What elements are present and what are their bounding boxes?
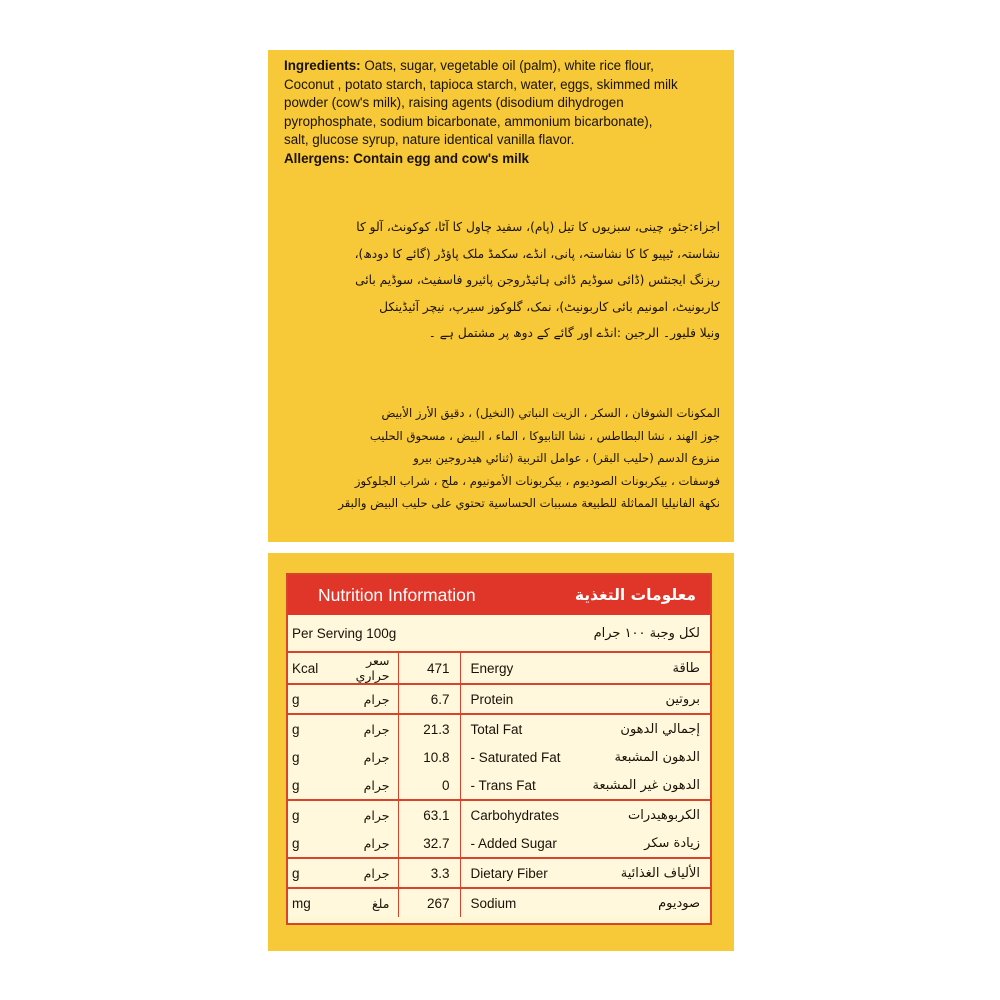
allergens-en: Allergens: Contain egg and cow's milk — [284, 150, 530, 166]
table-row-energy — [288, 653, 710, 684]
ingredients-line-5: salt, glucose syrup, nature identical vanilla flavor. — [284, 132, 575, 147]
table-row-added-sugar — [288, 829, 710, 858]
urdu-line-3: ریزنگ ایجنٹس (ڈائی سوڈیم ڈائی ہائیڈروجن پائیرو فاسفیٹ، سوڈیم بائی — [355, 273, 720, 287]
unit-ar-cell: جرام — [332, 771, 398, 800]
urdu-line-1: اجزاء:جئو، چینی، سبزیوں کا تیل (پام)، سفید چاول کا آٹا، کوکونٹ، آلو کا — [356, 220, 720, 234]
urdu-line-4: کاربونیٹ، امونیم بائی کاربونیٹ)، نمک، گلوکوز سیرپ، نیچر آئیڈینکل — [379, 299, 720, 314]
arabic-line-4: فوسفات ، بيكربونات الصوديوم ، بيكربونات الأمونيوم ، ملح ، شراب الجلوكوز — [354, 473, 720, 488]
nutrition-header — [288, 575, 710, 615]
nutrition-title-ar: معلومات التغذية — [574, 586, 696, 604]
unit-ar-cell: جرام — [332, 743, 398, 771]
unit-cell: g — [288, 684, 332, 714]
nutrition-title-en: Nutrition Information — [318, 584, 476, 605]
table-row-saturated-fat — [288, 743, 710, 771]
nutrition-table-frame — [286, 573, 712, 925]
nutrient-name: - Saturated Fat — [460, 743, 570, 771]
unit-ar-cell: جرام — [332, 800, 398, 829]
value-cell: 32.7 — [398, 829, 460, 858]
nutrient-name: - Trans Fat — [460, 771, 570, 800]
unit-ar-cell: جرام — [332, 829, 398, 858]
value-cell: 471 — [398, 653, 460, 684]
ingredients-en — [284, 57, 722, 150]
value-cell: 267 — [398, 888, 460, 917]
unit-cell: g — [288, 743, 332, 771]
table-row-carbohydrates — [288, 800, 710, 829]
ingredients-line-1: Oats, sugar, vegetable oil (palm), white rice flour, — [360, 58, 654, 73]
nutrient-name-ar: إجمالي الدهون — [570, 714, 710, 743]
nutrient-name-ar: الدهون المشبعة — [570, 743, 710, 771]
table-row-protein — [288, 684, 710, 714]
nutrient-name-ar: زيادة سكر — [570, 829, 710, 858]
nutrient-name: Carbohydrates — [460, 800, 570, 829]
nutrient-name: Dietary Fiber — [460, 858, 570, 888]
ingredients-arabic — [280, 402, 720, 515]
nutrient-name-ar: الألياف الغذائية — [570, 858, 710, 888]
arabic-line-2: جوز الهند ، نشا البطاطس ، نشا التابيوكا ، الماء ، البيض ، مسحوق الحليب — [369, 428, 720, 443]
value-cell: 3.3 — [398, 858, 460, 888]
nutrition-panel — [268, 553, 734, 951]
arabic-line-3: منزوع الدسم (حليب البقر) ، عوامل التربية (ثنائي هيدروجين بيرو — [413, 451, 720, 465]
nutrient-name-ar: الكربوهيدرات — [570, 800, 710, 829]
unit-cell: g — [288, 800, 332, 829]
ingredients-line-2: Coconut , potato starch, tapioca starch, water, eggs, skimmed milk — [284, 76, 678, 92]
unit-cell: mg — [288, 888, 332, 917]
ingredients-line-3: powder (cow's milk), raising agents (disodium dihydrogen — [284, 95, 624, 110]
serving-ar: لكل وجبة ١٠٠ جرام — [593, 625, 700, 641]
unit-cell: Kcal — [288, 653, 332, 684]
unit-ar-cell: ملغ — [332, 888, 398, 917]
ingredients-line-4: pyrophosphate, sodium bicarbonate, ammonium bicarbonate), — [284, 113, 653, 129]
serving-row — [288, 615, 710, 653]
ingredients-panel — [268, 50, 734, 542]
nutrient-name: Energy — [460, 653, 570, 684]
table-row-sodium — [288, 888, 710, 917]
unit-ar-cell: جرام — [332, 714, 398, 743]
unit-cell: g — [288, 858, 332, 888]
nutrient-name-ar: صوديوم — [570, 888, 710, 917]
value-cell: 63.1 — [398, 800, 460, 829]
unit-cell: g — [288, 829, 332, 858]
urdu-line-2: نشاستہ، ٹیپیو کا کا نشاستہ، پانی، انڈے، سکمڈ ملک پاؤڈر (گائے کا دودھ)، — [354, 246, 720, 261]
value-cell: 6.7 — [398, 684, 460, 714]
nutrient-name-ar: طاقة — [570, 653, 710, 684]
nutrient-name-ar: بروتين — [570, 684, 710, 714]
ingredients-label: Ingredients: — [284, 58, 361, 73]
nutrition-table — [288, 653, 710, 917]
unit-ar-cell: جرام — [332, 858, 398, 888]
table-row-trans-fat — [288, 771, 710, 800]
nutrient-name: Total Fat — [460, 714, 570, 743]
arabic-line-5: نكهة الفانيليا المماثلة للطبيعة مسببات الحساسية تحتوي على حليب البيض والبقر — [338, 496, 720, 510]
table-row-total-fat — [288, 714, 710, 743]
urdu-line-5: ونیلا فلیور۔ الرجین :انڈے اور گائے کے دوھ پر مشتمل ہے ۔ — [428, 326, 720, 340]
unit-cell: g — [288, 714, 332, 743]
table-row-dietary-fiber — [288, 858, 710, 888]
nutrient-name: - Added Sugar — [460, 829, 570, 858]
nutrient-name: Sodium — [460, 888, 570, 917]
value-cell: 10.8 — [398, 743, 460, 771]
nutrient-name: Protein — [460, 684, 570, 714]
unit-ar-cell: سعر حراري — [332, 653, 398, 684]
unit-cell: g — [288, 771, 332, 800]
value-cell: 21.3 — [398, 714, 460, 743]
ingredients-urdu — [280, 214, 720, 347]
arabic-line-1: المكونات الشوفان ، السكر ، الزيت النباتي (النخيل) ، دقيق الأرز الأبيض — [381, 406, 720, 420]
nutrient-name-ar: الدهون غير المشبعة — [570, 771, 710, 800]
value-cell: 0 — [398, 771, 460, 800]
unit-ar-cell: جرام — [332, 684, 398, 714]
serving-en: Per Serving 100g — [292, 625, 397, 641]
